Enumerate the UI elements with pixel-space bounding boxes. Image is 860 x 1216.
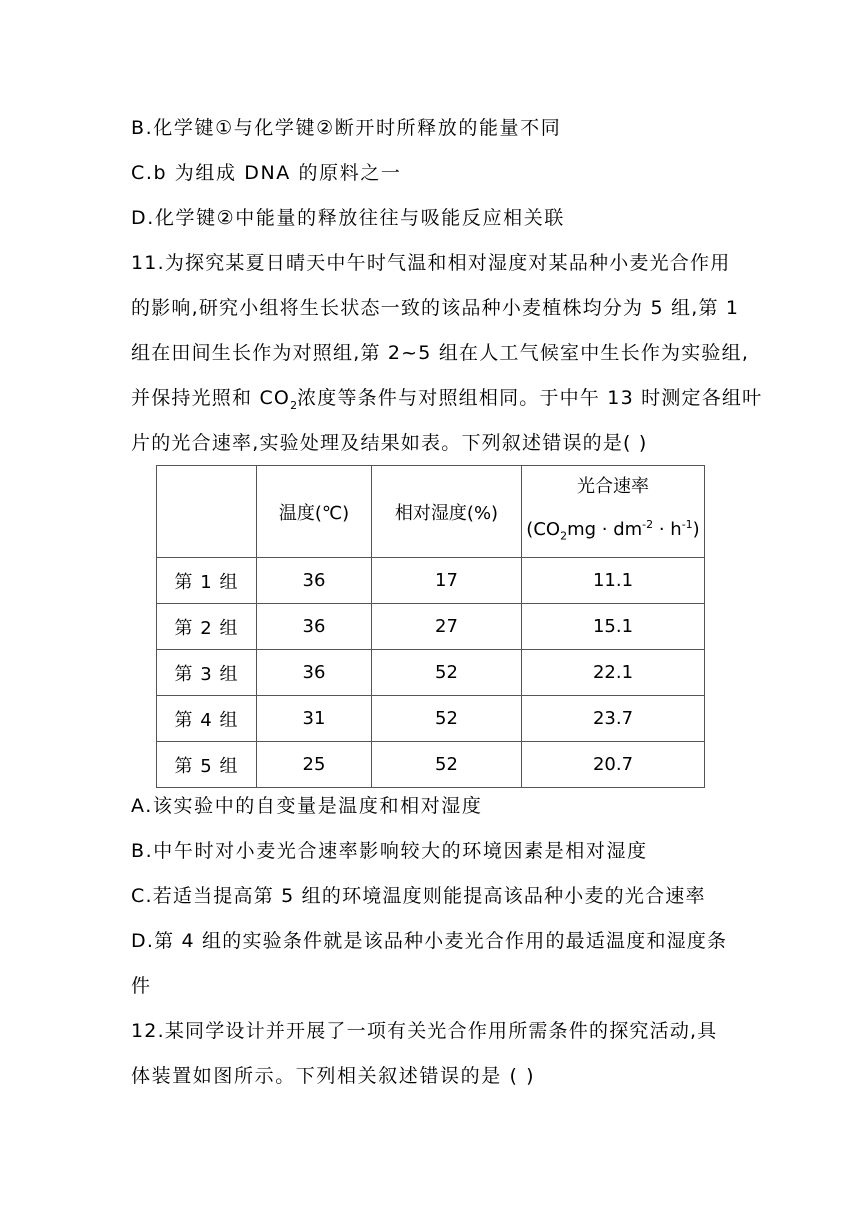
- row-label: 第 2 组: [157, 604, 257, 650]
- cell-humidity: 52: [372, 696, 522, 742]
- rate-unit: [522, 506, 704, 556]
- question-11-line-3: 组在田间生长作为对照组,第 2~5 组在人工气候室中生长作为实验组,: [131, 342, 750, 364]
- question-11-line-4-pre: 并保持光照和 CO: [131, 387, 291, 409]
- row-label: 第 3 组: [157, 650, 257, 696]
- cell-rate: 22.1: [522, 650, 705, 696]
- option-d-line-2: 件: [131, 975, 152, 997]
- option-b: B.中午时对小麦光合速率影响较大的环境因素是相对湿度: [131, 840, 648, 862]
- question-12-line-1: 12.某同学设计并开展了一项有关光合作用所需条件的探究活动,具: [131, 1020, 718, 1042]
- cell-rate: 15.1: [522, 604, 705, 650]
- rate-unit-close: ): [692, 518, 700, 540]
- cell-temperature: 36: [257, 604, 372, 650]
- cell-rate: 23.7: [522, 696, 705, 742]
- header-blank-cell: [157, 466, 257, 558]
- co2-subscript: 2: [290, 398, 298, 412]
- question-11-line-5: 片的光合速率,实验处理及结果如表。下列叙述错误的是( ): [131, 432, 648, 454]
- option-b-prev: B.化学键①与化学键②断开时所释放的能量不同: [131, 117, 562, 139]
- rate-unit-sup1: -2: [642, 517, 654, 531]
- question-11-line-1: 11.为探究某夏日晴天中午时气温和相对湿度对某品种小麦光合作用: [131, 252, 731, 274]
- header-humidity: 相对湿度(%): [372, 466, 522, 558]
- table-row: [157, 558, 705, 604]
- option-c-prev: C.b 为组成 DNA 的原料之一: [131, 162, 402, 184]
- cell-humidity: 52: [372, 650, 522, 696]
- row-label: 第 4 组: [157, 696, 257, 742]
- rate-unit-mg: mg · dm: [567, 518, 643, 540]
- rate-title: 光合速率: [577, 475, 649, 497]
- results-table: [156, 465, 705, 788]
- table-row: [157, 604, 705, 650]
- question-11-line-2: 的影响,研究小组将生长状态一致的该品种小麦植株均分为 5 组,第 1: [131, 297, 740, 319]
- header-photosynthesis-rate: [522, 466, 705, 558]
- cell-humidity: 17: [372, 558, 522, 604]
- table-row: [157, 742, 705, 788]
- option-a: A.该实验中的自变量是温度和相对湿度: [131, 795, 483, 817]
- rate-unit-h: · h: [653, 518, 682, 540]
- cell-humidity: 52: [372, 742, 522, 788]
- option-d-prev: D.化学键②中能量的释放往往与吸能反应相关联: [131, 207, 565, 229]
- table-row: [157, 696, 705, 742]
- table-row: [157, 650, 705, 696]
- option-c: C.若适当提高第 5 组的环境温度则能提高该品种小麦的光合速率: [131, 885, 706, 907]
- row-label: 第 1 组: [157, 558, 257, 604]
- question-12-line-2: 体装置如图所示。下列相关叙述错误的是 ( ): [131, 1065, 536, 1087]
- cell-rate: 11.1: [522, 558, 705, 604]
- cell-rate: 20.7: [522, 742, 705, 788]
- row-label: 第 5 组: [157, 742, 257, 788]
- rate-unit-co: (CO: [526, 518, 561, 540]
- question-11-line-4-post: 浓度等条件与对照组相同。于中午 13 时测定各组叶: [297, 387, 763, 409]
- header-temperature: 温度(℃): [257, 466, 372, 558]
- cell-temperature: 25: [257, 742, 372, 788]
- table-header-row: [157, 466, 705, 558]
- question-11-line-4: [131, 386, 763, 418]
- cell-temperature: 36: [257, 650, 372, 696]
- option-d-line-1: D.第 4 组的实验条件就是该品种小麦光合作用的最适温度和湿度条: [131, 930, 728, 952]
- cell-humidity: 27: [372, 604, 522, 650]
- cell-temperature: 31: [257, 696, 372, 742]
- rate-unit-sub: 2: [560, 529, 568, 543]
- rate-unit-sup2: -1: [681, 517, 693, 531]
- cell-temperature: 36: [257, 558, 372, 604]
